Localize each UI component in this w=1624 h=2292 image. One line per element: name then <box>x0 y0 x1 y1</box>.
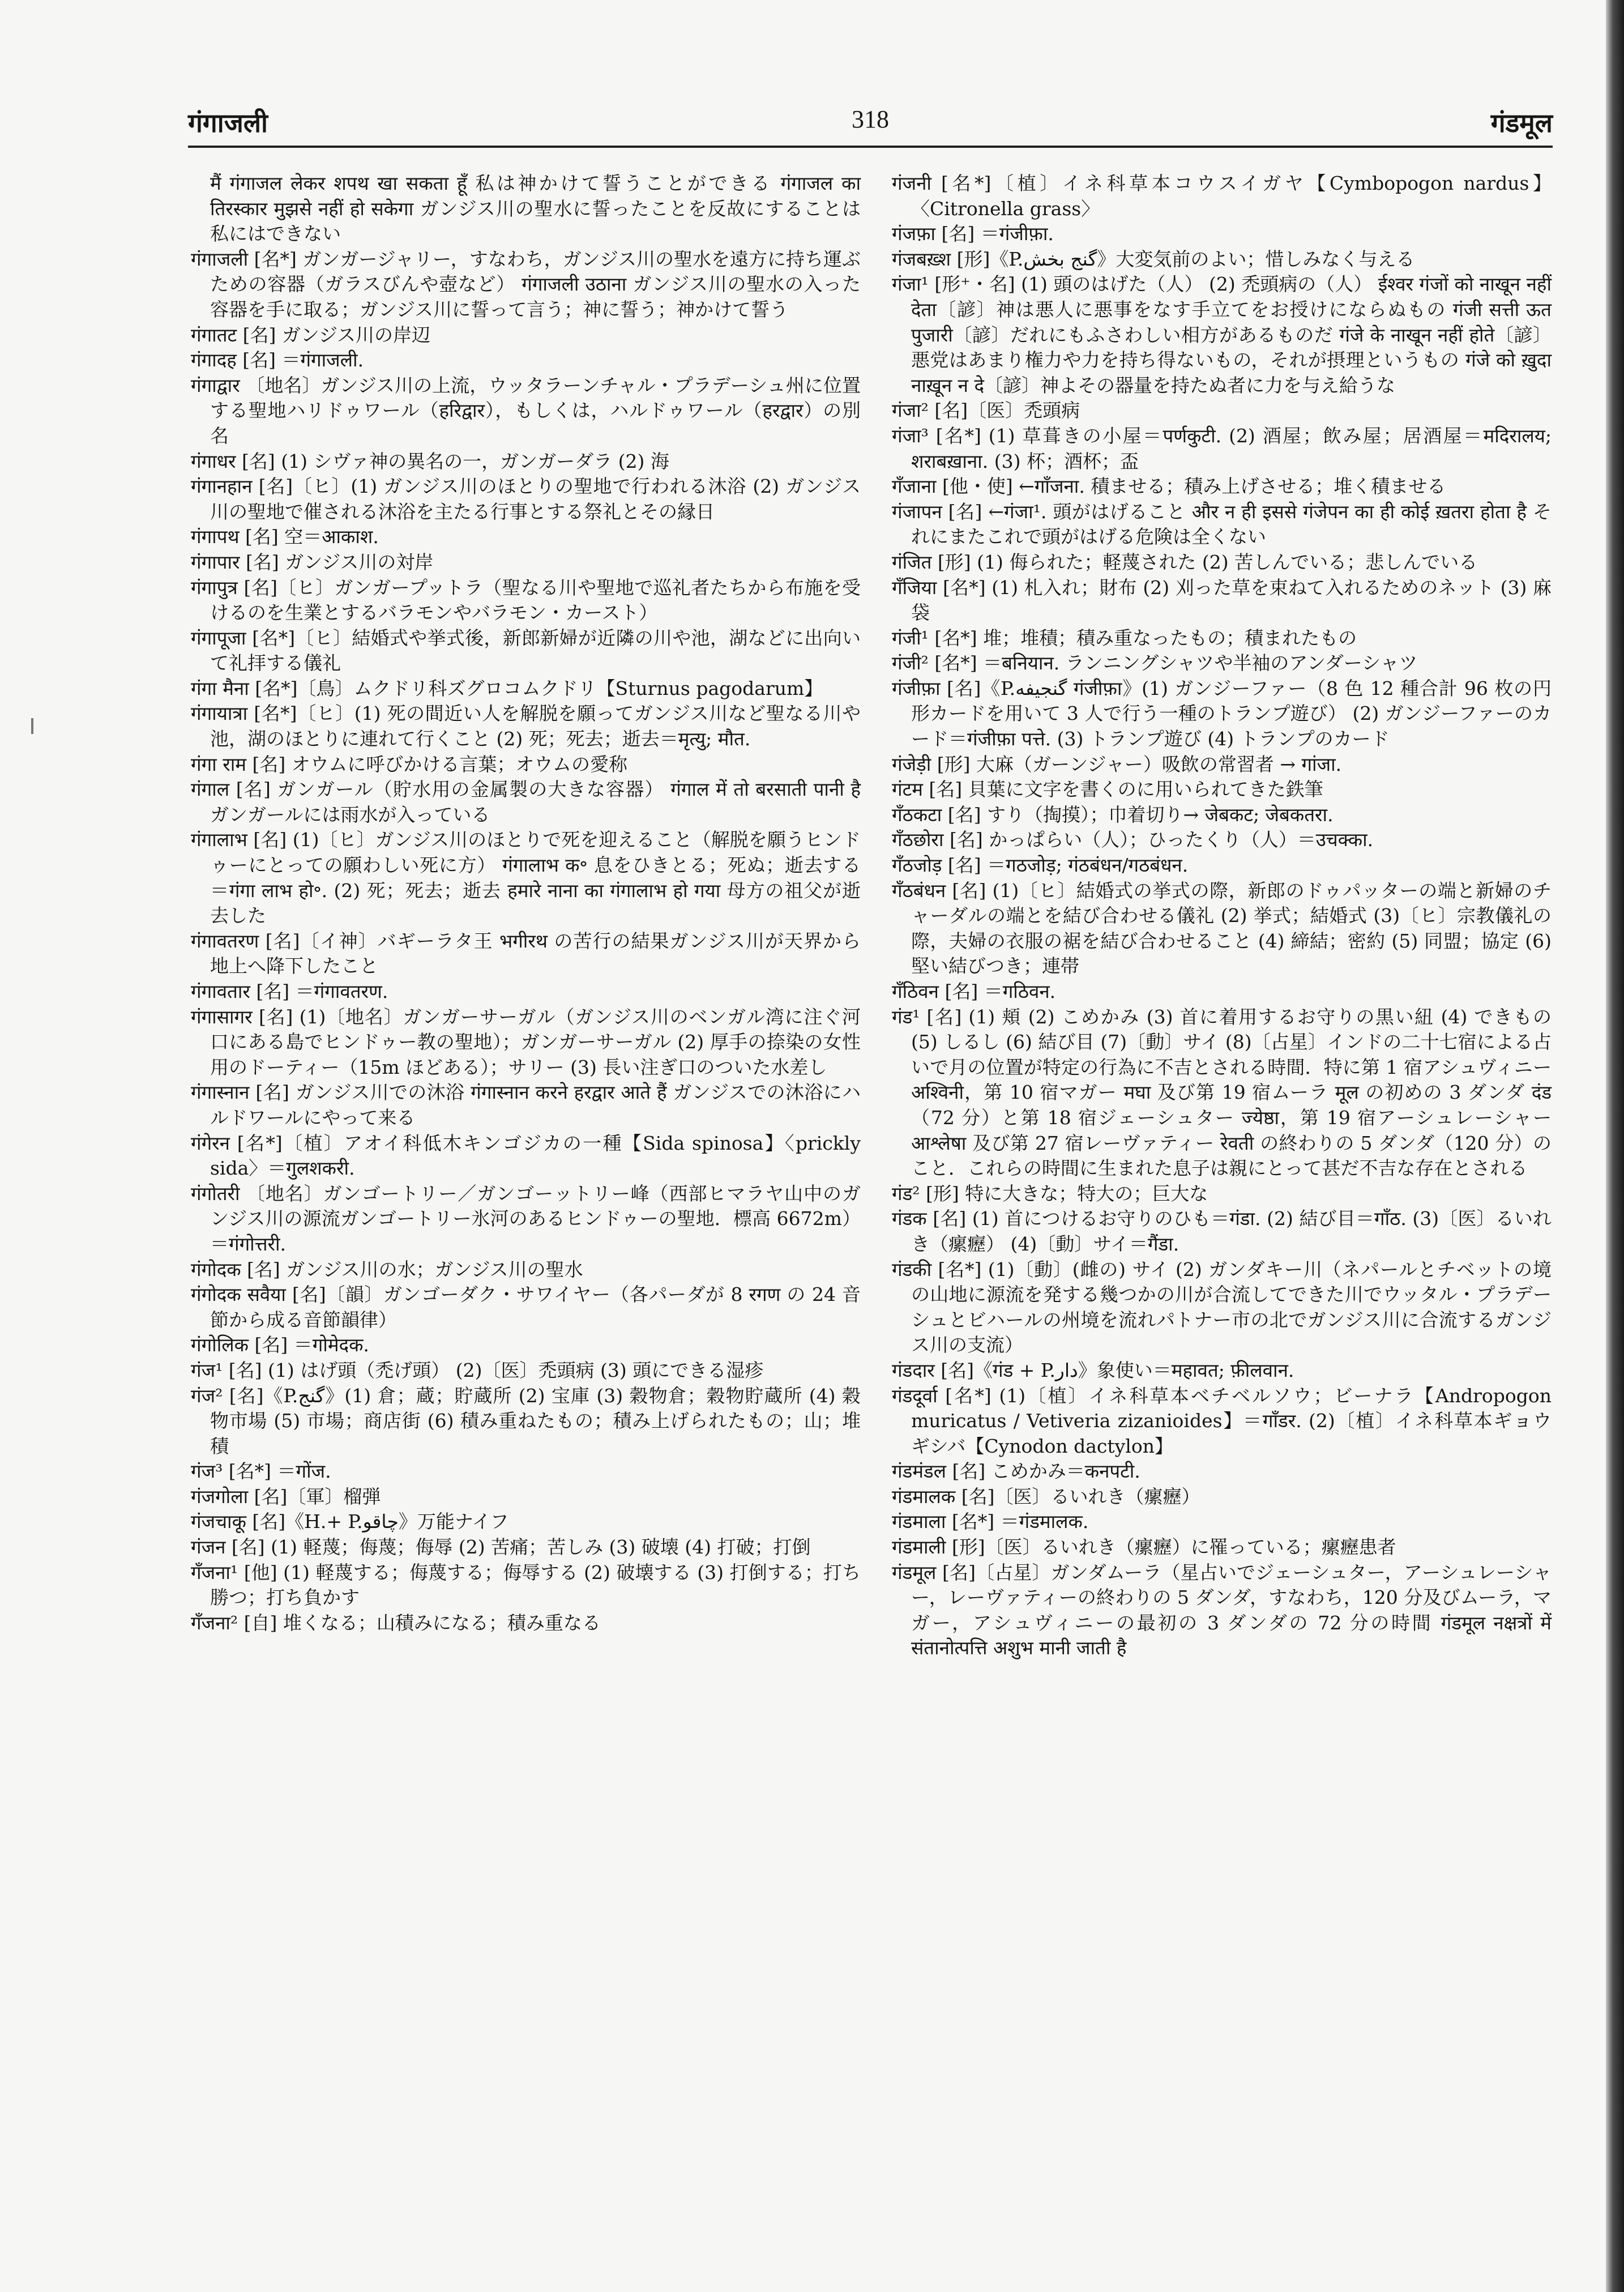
dictionary-entry: गंगोदक सवैया [名]〔韻〕ガンゴーダク・サワイヤー（各パーダが 8 रगण の 24 音節から成る音節韻律） <box>191 1283 861 1331</box>
dictionary-entry: गंजफ़ा [名] ＝गंजीफ़ा. <box>892 223 1054 245</box>
left-column <box>191 171 861 1636</box>
dictionary-entry: गंगातट [名] ガンジス川の岸辺 <box>191 323 431 346</box>
right-guide-word: गंडमूल <box>1490 108 1553 138</box>
dictionary-entry: गंगाद्वार 〔地名〕ガンジス川の上流，ウッタラーンチャル・プラデーシュ州に位置する聖地ハリドゥワール（हरिद्वार），もしくは，ハルドゥワール（हरद्वार）の別名 <box>191 374 861 447</box>
dictionary-entry: गँठबंधन [名] (1)〔ヒ〕結婚式の挙式の際，新郎のドゥパッターの端と新婦のチャーダルの端とを結び合わせる儀礼 (2) 挙式；結婚式 (3)〔ヒ〕宗教儀礼の際，夫婦の衣服の裾を結び合わせること (4) 締結；密約 (5) 同盟；協定 (6) 堅い結びつき；連帯 <box>892 879 1552 978</box>
right-column <box>892 171 1552 1661</box>
dictionary-entry: गंगापथ [名] 空＝आकाश. <box>191 526 379 548</box>
page-header <box>188 105 1553 148</box>
dictionary-entry: गंज³ [名*] ＝गोंज. <box>191 1460 331 1483</box>
dictionary-entry: गंगानहान [名]〔ヒ〕(1) ガンジス川のほとりの聖地で行われる沐浴 (2) ガンジス川の聖地で催される沐浴を主たる行事とする祭礼とその縁日 <box>191 475 861 523</box>
dictionary-entry: गंगापूजा [名*]〔ヒ〕結婚式や挙式後，新郎新婦が近隣の川や池，湖などに出向いて礼拝する儀礼 <box>191 626 861 675</box>
dictionary-entry: गंडक [名] (1) 首につけるお守りのひも＝गंडा. (2) 結び目＝गाँठ. (3)〔医〕るいれき（瘰癧） (4)〔動〕サイ＝गैंडा. <box>892 1207 1552 1255</box>
dictionary-entry: गंगापुत्र [名]〔ヒ〕ガンガープットラ（聖なる川や聖地で巡礼者たちから布施を受けるのを生業とするバラモンやバラモン・カースト） <box>191 576 861 624</box>
dictionary-entry: गंगालाभ [名] (1)〔ヒ〕ガンジス川のほとりで死を迎えること（解脱を願うヒンドゥーにとっての願わしい死に方） गंगालाभ क॰ 息をひきとる；死ぬ；逝去する＝गंगा लाभ हो॰. (2) 死；死去；逝去 हमारे नाना का गंगालाभ हो गया 母方の祖父が逝去した <box>191 829 861 927</box>
dictionary-entry: मैं गंगाजल लेकर शपथ खा सकता हूँ 私は神かけて誓うことができる गंगाजल का तिरस्कार मुझसे नहीं हो सकेगा ガンジス川の聖水に誓ったことを反故にすることは私にはできない <box>210 172 861 245</box>
dictionary-entry: गँठकटा [名] すり（掏摸）；巾着切り→ जेबकट; जेबकतरा. <box>892 803 1334 826</box>
dictionary-entry: गंजापन [名] ←गंजा¹. 頭がはげること और न ही इससे गंजेपन का ही कोई ख़तरा होता है それにまたこれで頭がはげる危険は全くない <box>892 500 1552 548</box>
dictionary-entry: गंगावतार [名] ＝गंगावतरण. <box>191 980 388 1002</box>
dictionary-entry: गँजना¹ [他] (1) 軽蔑する；侮蔑する；侮辱する (2) 破壊する (3) 打倒する；打ち勝つ；打ち負かす <box>191 1561 861 1609</box>
dictionary-entry: गंजीफ़ा [名]《P.گنجیفه गंजीफ़ा》(1) ガンジーファー（8 色 12 種合計 96 枚の円形カードを用いて 3 人で行う一種のトランプ遊び） (2) ガンジーファーのカード＝गंजीफ़ा पत्ते. (3) トランプ遊び (4) トランプのカード <box>892 677 1552 750</box>
dictionary-entry: गंडदार [名]《गंड + P.دار》象使い＝महावत; फ़ीलवान. <box>892 1359 1294 1381</box>
dictionary-entry: गंजा² [名]〔医〕禿頭病 <box>892 399 1080 422</box>
dictionary-entry: गँजिया [名*] (1) 札入れ；財布 (2) 刈った草を束ねて入れるためのネット (3) 麻袋 <box>892 576 1552 624</box>
dictionary-entry: गंजा³ [名*] (1) 草葺きの小屋＝पर्णकुटी. (2) 酒屋；飲み屋；居酒屋＝मदिरालय; शराबख़ाना. (3) 杯；酒杯；盃 <box>892 424 1552 472</box>
dictionary-entry: गंटम [名] 貝葉に文字を書くのに用いられてきた鉄筆 <box>892 778 1323 801</box>
left-guide-word: गंगाजली <box>188 108 268 138</box>
dictionary-entry: गंगादह [名] ＝गंगाजली. <box>191 349 364 372</box>
dictionary-entry: गंगोतरी 〔地名〕ガンゴートリー／ガンゴーットリー峰（西部ヒマラヤ山中のガンジス川の源流ガンゴートリー氷河のあるヒンドゥーの聖地．標高 6672m）＝गंगोत्तरी. <box>191 1182 861 1255</box>
dictionary-entry: गंगास्नान [名] ガンジス川での沐浴 गंगास्नान करने हरद्वार आते हैं ガンジスでの沐浴にハルドワールにやって来る <box>191 1081 861 1129</box>
dictionary-entry: गंगायात्रा [名*]〔ヒ〕(1) 死の間近い人を解脱を願ってガンジス川など聖なる川や池，湖のほとりに連れて行くこと (2) 死；死去；逝去＝मृत्यु; मौत. <box>191 702 861 750</box>
dictionary-entry: गंजनी [名*]〔植〕イネ科草本コウスイガヤ【Cymbopogon nardus】〈Citronella grass〉 <box>892 172 1552 220</box>
dictionary-entry: गंजन [名] (1) 軽蔑；侮蔑；侮辱 (2) 苦痛；苦しみ (3) 破壊 (4) 打破；打倒 <box>191 1536 811 1559</box>
dictionary-entry: गँजाना [他・使] ←गाँजना. 積ませる；積み上げさせる；堆く積ませる <box>892 475 1446 498</box>
dictionary-entry: गंगासागर [名] (1)〔地名〕ガンガーサーガル（ガンジス川のベンガル湾に注ぐ河口にある島でヒンドゥー教の聖地）；ガンガーサーガル (2) 厚手の捺染の女性用のドーティー（15m ほどある）；サリー (3) 長い注ぎ口のついた水差し <box>191 1005 861 1078</box>
dictionary-entry: गंड¹ [名] (1) 頬 (2) こめかみ (3) 首に着用するお守りの黒い紐 (4) できもの (5) しるし (6) 結び目 (7)〔動〕サイ (8)〔占星〕インドの二十七宿による占いで月の位置が特定の行為に不吉とされる時間．特に第 1 宿アシュヴィニー अश्विनी，第 10 宿マガー मघा 及び第 19 宿ムーラ मूल の初めの 3 ダンダ दंड（72 分）と第 18 宿ジェーシュター ज्येष्ठा，第 19 宿アーシュレーシャー आश्लेषा 及び第 27 宿レーヴァティー रेवती の終わりの 5 ダンダ（120 分）のこと．これらの時間に生まれた息子は親にとって甚だ不吉な存在とされる <box>892 1005 1552 1180</box>
dictionary-entry: गंडदूर्वा [名*] (1)〔植〕イネ科草本ベチベルソウ；ビーナラ【Andropogon muricatus / Vetiveria zizanioides】＝गाँडर. (2)〔植〕イネ科草本ギョウギシバ【Cynodon dactylon】 <box>892 1384 1552 1457</box>
dictionary-entry: गँठजोड़ [名] ＝गठजोड़; गंठबंधन/गठबंधन. <box>892 854 1189 877</box>
dictionary-entry: गंगाधर [名] (1) シヴァ神の異名の一，ガンガーダラ (2) 海 <box>191 450 669 472</box>
dictionary-entry: गँठछोरा [名] かっぱらい（人）；ひったくり（人）＝उचक्का. <box>892 829 1374 851</box>
dictionary-entry: गंजबख़्श [形]《P.گنج بخش》大変気前のよい；惜しみなく与える <box>892 247 1415 270</box>
dictionary-entry: गंगावतरण [名]〔イ神〕バギーラタ王 भगीरथ の苦行の結果ガンジス川が天界から地上へ降下したこと <box>191 929 861 978</box>
dictionary-entry: गंड² [形] 特に大きな；特大の；巨大な <box>892 1182 1208 1205</box>
dictionary-entry: गंडकी [名*] (1)〔動〕(雌の) サイ (2) ガンダキー川（ネパールとチベットの境の山地に源流を発する幾つかの川が合流してできた川でウッタル・プラデーシュとビハールの州境を流れパトナー市の北でガンジス川に合流するガンジス川の支流） <box>892 1258 1552 1356</box>
dictionary-entry: गंगाजली [名*] ガンガージャリー，すなわち，ガンジス川の聖水を遠方に持ち運ぶための容器（ガラスびんや壺など） गंगाजली उठाना ガンジス川の聖水の入った容器を手に取る；ガンジス川に誓って言う；神に誓う；神かけて誓う <box>191 247 861 321</box>
dictionary-entry: गंडमालक [名]〔医〕るいれき（瘰癧） <box>892 1485 1200 1508</box>
dictionary-entry: गंडमाली [形]〔医〕るいれき（瘰癧）に罹っている；瘰癧患者 <box>892 1536 1396 1559</box>
dictionary-entry: गंगा मैना [名*]〔鳥〕ムクドリ科ズグロコムクドリ【Sturnus pagodarum】 <box>191 677 823 699</box>
dictionary-entry: गंगोलिक [名] ＝गोमेदक. <box>191 1334 369 1356</box>
dictionary-entry: गंडमंडल [名] こめかみ＝कनपटी. <box>892 1460 1140 1483</box>
dictionary-entry: गँजना² [自] 堆くなる；山積みになる；積み重なる <box>191 1611 601 1634</box>
book-binding-edge <box>1606 0 1624 2292</box>
dictionary-entry: गंज¹ [名] (1) はげ頭（禿げ頭） (2)〔医〕禿頭病 (3) 頭にできる湿疹 <box>191 1359 764 1381</box>
dictionary-entry: गंजित [形] (1) 侮られた；軽蔑された (2) 苦しんでいる；悲しんでいる <box>892 550 1478 573</box>
scan-speck <box>31 718 33 734</box>
dictionary-entry: गंगा राम [名] オウムに呼びかける言葉；オウムの愛称 <box>191 753 628 775</box>
dictionary-entry: गँठिवन [名] ＝गठिवन. <box>892 980 1056 1002</box>
dictionary-entry: गंडमाला [名*] ＝गंडमालक. <box>892 1510 1089 1533</box>
dictionary-entry: गंजेड़ी [形] 大麻（ガーンジャー）吸飲の常習者 → गांजा. <box>892 753 1342 775</box>
dictionary-entry: गंज² [名]《P.گنج》(1) 倉；蔵；貯蔵所 (2) 宝庫 (3) 穀物倉；穀物貯蔵所 (4) 穀物市場 (5) 市場；商店街 (6) 積み重ねたもの；積み上げられたもの；山；堆積 <box>191 1384 861 1457</box>
dictionary-entry: गंगोदक [名] ガンジス川の水；ガンジス川の聖水 <box>191 1258 583 1281</box>
page-number: 318 <box>852 105 889 133</box>
dictionary-entry: गंजा¹ [形⁺・名] (1) 頭のはげた（人） (2) 禿頭病の（人） ईश्वर गंजों को नाखून नहीं देता〔諺〕神は悪人に悪事をなす手立てをお授けにならぬもの गंजी सत्ती ऊत पुजारी〔諺〕だれにもふさわしい相方があるものだ गंजे के नाखून नहीं होते〔諺〕悪党はあまり権力や力を持ち得ないもの，それが摂理というもの गंजे को ख़ुदा नाख़ून न दे〔諺〕神よその器量を持たぬ者に力を与え給うな <box>892 273 1552 396</box>
dictionary-entry: गंजी² [名*] ＝बनियान. ランニングシャツや半袖のアンダーシャツ <box>892 652 1418 675</box>
dictionary-entry: गंगाल [名] ガンガール（貯水用の金属製の大きな容器） गंगाल में तो बरसाती पानी है ガンガールには雨水が入っている <box>191 778 861 826</box>
dictionary-entry: गंजचाकू [名]《H.+ P.چاقو》万能ナイフ <box>191 1510 509 1533</box>
dictionary-entry: गंगापार [名] ガンジス川の対岸 <box>191 550 434 573</box>
dictionary-entry: गंजी¹ [名*] 堆；堆積；積み重なったもの；積まれたもの <box>892 626 1357 649</box>
dictionary-entry: गंगेरन [名*]〔植〕アオイ科低木キンゴジカの一種【Sida spinosa】〈prickly sida〉＝गुलशकरी. <box>191 1132 861 1180</box>
dictionary-entry: गंडमूल [名]〔占星〕ガンダムーラ（星占いでジェーシュター，アーシュレーシャー，レーヴァティーの終わりの 5 ダンダ，すなわち，120 分及びムーラ，マガー，アシュヴィニーの最初の 3 ダンダの 72 分の時間 गंडमूल नक्षत्रों में संतानोत्पत्ति अशुभ मानी जाती है <box>892 1561 1552 1659</box>
dictionary-entry: गंजगोला [名]〔軍〕榴弾 <box>191 1485 381 1508</box>
